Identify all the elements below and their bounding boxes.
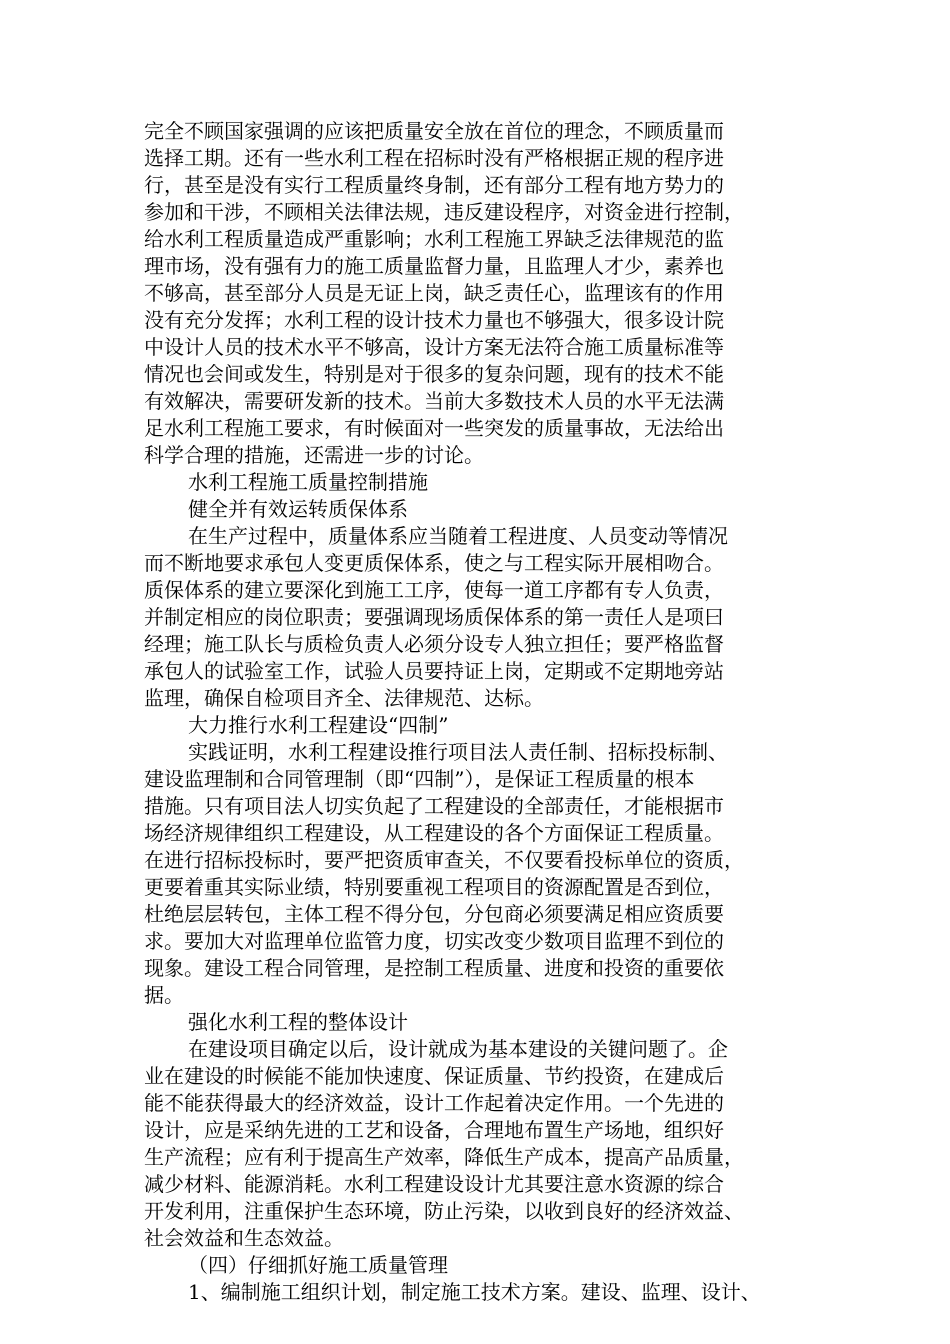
text-line: 并制定相应的岗位职责；要强调现场质保体系的第一责任人是项曰 (144, 605, 724, 629)
text-line: 给水利工程质量造成严重影响；水利工程施工界缺乏法律规范的监 (144, 227, 724, 251)
text-line: 在建设项目确定以后，设计就成为基本建设的关键问题了。企 (188, 1037, 728, 1061)
text-line: 开发利用，注重保护生态环境，防止污染，以收到良好的经济效益、 (144, 1199, 744, 1223)
paragraph (144, 739, 824, 1009)
text-line: 不够高，甚至部分人员是无证上岗，缺乏责任心，监理该有的作用 (144, 281, 724, 305)
text-line: 健全并有效运转质保体系 (188, 497, 408, 521)
text-line: 设计，应是采纳先进的工艺和设备，合理地布置生产场地，组织好 (144, 1118, 724, 1142)
text-line: 行，甚至是没有实行工程质量终身制，还有部分工程有地方势力的 (144, 173, 724, 197)
text-line: 完全不顾国家强调的应该把质量安全放在首位的理念，不顾质量而 (144, 119, 724, 143)
paragraph (144, 118, 824, 469)
text-line: 大力推行水利工程建设“四制” (188, 713, 449, 737)
text-line: 参加和干涉，不顾相关法律法规，违反建设程序，对资金进行控制， (144, 200, 744, 224)
text-line: 在进行招标投标时，要严把资质审查关，不仅要看投标单位的资质， (144, 848, 744, 872)
text-line: 杜绝层层转包，主体工程不得分包，分包商必须要满足相应资质要 (144, 902, 724, 926)
text-line: 中设计人员的技术水平不够高，设计方案无法符合施工质量标准等 (144, 335, 724, 359)
text-line: 足水利工程施工要求，有时候面对一些突发的质量事故，无法给出 (144, 416, 724, 440)
text-line: 没有充分发挥；水利工程的设计技术力量也不够强大，很多设计院 (144, 308, 724, 332)
text-line: 有效解决，需要研发新的技术。当前大多数技术人员的水平无法满 (144, 389, 724, 413)
paragraph (144, 712, 824, 739)
text-line: 生产流程；应有利于提高生产效率，降低生产成本，提高产品质量， (144, 1145, 744, 1169)
text-line: 科学合理的措施，还需进一步的讨论。 (144, 443, 484, 467)
document-body (144, 118, 824, 1306)
paragraph (144, 469, 824, 496)
text-line: （四）仔细抓好施工质量管理 (188, 1253, 448, 1277)
text-line: 经理；施工队长与质检负责人必须分设专人独立担任；要严格监督 (144, 632, 724, 656)
text-line: 选择工期。还有一些水利工程在招标时没有严格根据正规的程序进 (144, 146, 724, 170)
text-line: 情况也会间或发生，特别是对于很多的复杂问题，现有的技术不能 (144, 362, 724, 386)
text-line: 水利工程施工质量控制措施 (188, 470, 428, 494)
text-line: 更要着重其实际业绩，特别要重视工程项目的资源配置是否到位， (144, 875, 724, 899)
text-line: 场经济规律组织工程建设，从工程建设的各个方面保证工程质量。 (144, 821, 724, 845)
paragraph (144, 1252, 824, 1279)
text-line: 建设监理制和合同管理制（即“四制”），是保证工程质量的根本 (144, 767, 695, 791)
text-line: 理市场，没有强有力的施工质量监督力量，且监理人才少，素养也 (144, 254, 724, 278)
text-line: 在生产过程中，质量体系应当随着工程进度、人员变动等情况 (188, 524, 728, 548)
paragraph (144, 1279, 824, 1306)
text-line: 能不能获得最大的经济效益，设计工作起着决定作用。一个先进的 (144, 1091, 724, 1115)
paragraph (144, 1036, 824, 1252)
text-line: 强化水利工程的整体设计 (188, 1010, 408, 1034)
text-line: 而不断地要求承包人变更质保体系，使之与工程实际开展相吻合。 (144, 551, 724, 575)
text-line: 社会效益和生态效益。 (144, 1226, 344, 1250)
text-line: 措施。只有项目法人切实负起了工程建设的全部责任，才能根据市 (144, 794, 724, 818)
text-line: 求。要加大对监理单位监管力度，切实改变少数项目监理不到位的 (144, 929, 724, 953)
text-line: 1、编制施工组织计划，制定施工技术方案。建设、监理、设计、 (188, 1280, 761, 1304)
text-line: 据。 (144, 983, 184, 1007)
paragraph (144, 1009, 824, 1036)
text-line: 承包人的试验室工作，试验人员要持证上岗，定期或不定期地旁站 (144, 659, 724, 683)
text-line: 业在建设的时候能不能加快速度、保证质量、节约投资，在建成后 (144, 1064, 724, 1088)
text-line: 实践证明，水利工程建设推行项目法人责任制、招标投标制、 (188, 740, 728, 764)
text-line: 质保体系的建立要深化到施工工序，使每一道工序都有专人负责， (144, 578, 724, 602)
paragraph (144, 523, 824, 712)
text-line: 减少材料、能源消耗。水利工程建设设计尤其要注意水资源的综合 (144, 1172, 724, 1196)
text-line: 现象。建设工程合同管理，是控制工程质量、进度和投资的重要依 (144, 956, 724, 980)
text-line: 监理，确保自检项目齐全、法律规范、达标。 (144, 686, 544, 710)
paragraph (144, 496, 824, 523)
